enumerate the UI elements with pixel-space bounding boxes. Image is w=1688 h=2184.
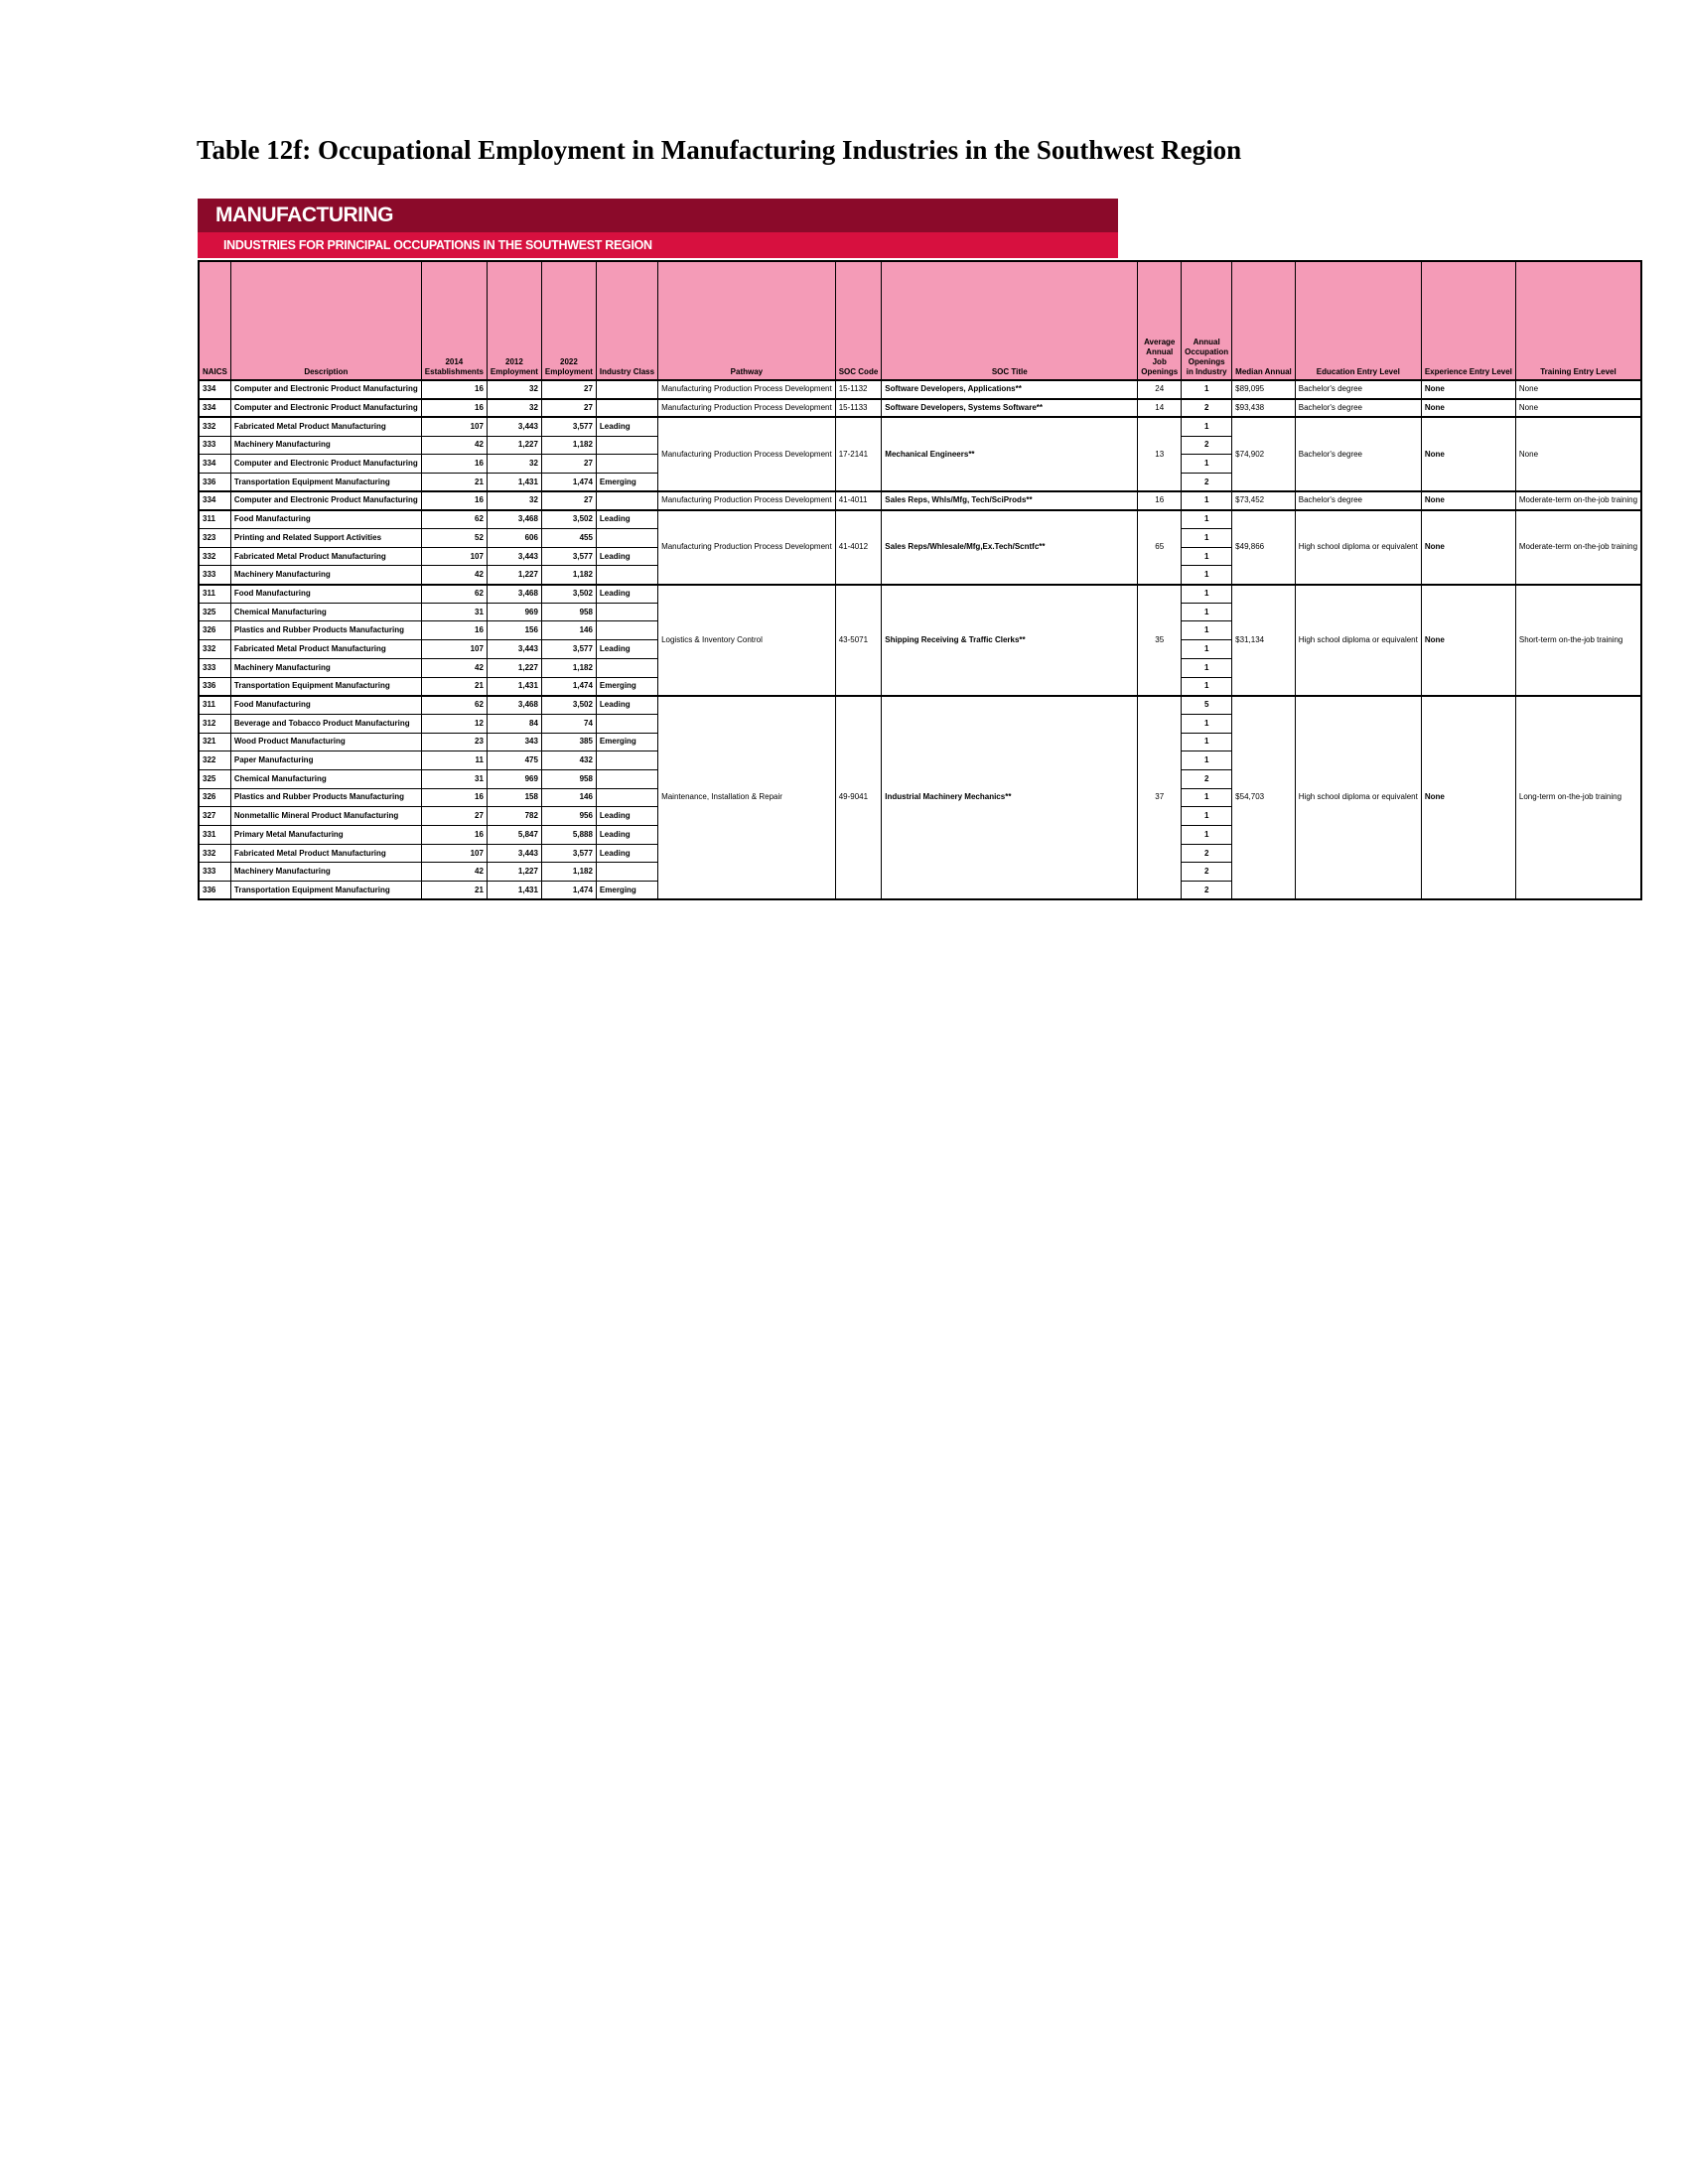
annual-openings-cell: 1	[1182, 566, 1232, 585]
training-cell: Moderate-term on-the-job training	[1515, 510, 1641, 585]
training-cell: Long-term on-the-job training	[1515, 696, 1641, 900]
naics-cell: 334	[199, 380, 230, 399]
employment-2012-cell: 3,443	[487, 417, 541, 436]
soc-code-cell: 15-1132	[835, 380, 882, 399]
description-cell: Machinery Manufacturing	[230, 566, 421, 585]
employment-2022-cell: 385	[541, 733, 596, 751]
industry-class-cell	[596, 769, 657, 788]
employment-2022-cell: 74	[541, 714, 596, 733]
naics-cell: 333	[199, 436, 230, 455]
establishments-cell: 23	[421, 733, 487, 751]
annual-openings-cell: 1	[1182, 714, 1232, 733]
establishments-cell: 107	[421, 547, 487, 566]
employment-2022-cell: 3,502	[541, 696, 596, 715]
col-employment-2012: 2012 Employment	[487, 261, 541, 380]
annual-openings-cell: 1	[1182, 807, 1232, 826]
soc-code-cell: 43-5071	[835, 585, 882, 696]
pathway-cell: Manufacturing Production Process Development	[658, 417, 836, 491]
description-cell: Paper Manufacturing	[230, 751, 421, 770]
description-cell: Machinery Manufacturing	[230, 658, 421, 677]
employment-2022-cell: 956	[541, 807, 596, 826]
industry-class-cell: Leading	[596, 585, 657, 604]
industry-class-cell	[596, 491, 657, 510]
annual-openings-cell: 1	[1182, 621, 1232, 640]
establishments-cell: 12	[421, 714, 487, 733]
experience-cell: None	[1421, 399, 1515, 418]
experience-cell: None	[1421, 510, 1515, 585]
pathway-cell: Logistics & Inventory Control	[658, 585, 836, 696]
annual-openings-cell: 1	[1182, 677, 1232, 696]
naics-cell: 336	[199, 677, 230, 696]
naics-cell: 311	[199, 510, 230, 529]
col-average-openings: Average Annual Job Openings	[1138, 261, 1182, 380]
employment-2022-cell: 27	[541, 399, 596, 418]
col-establishments-2014: 2014 Establishments	[421, 261, 487, 380]
employment-2022-cell: 1,182	[541, 436, 596, 455]
employment-2022-cell: 455	[541, 529, 596, 548]
soc-code-cell: 49-9041	[835, 696, 882, 900]
employment-2012-cell: 32	[487, 455, 541, 474]
average-openings-cell: 16	[1138, 491, 1182, 510]
training-cell: None	[1515, 417, 1641, 491]
soc-title-cell: Sales Reps/Whlesale/Mfg,Ex.Tech/Scntfc**	[882, 510, 1138, 585]
description-cell: Plastics and Rubber Products Manufacturing	[230, 621, 421, 640]
description-cell: Transportation Equipment Manufacturing	[230, 882, 421, 900]
sector-banner: MANUFACTURING	[198, 199, 1118, 232]
naics-cell: 311	[199, 585, 230, 604]
employment-2012-cell: 1,431	[487, 882, 541, 900]
description-cell: Fabricated Metal Product Manufacturing	[230, 547, 421, 566]
employment-2012-cell: 343	[487, 733, 541, 751]
employment-2022-cell: 1,474	[541, 473, 596, 491]
experience-cell: None	[1421, 585, 1515, 696]
naics-cell: 332	[199, 547, 230, 566]
median-annual-cell: $49,866	[1232, 510, 1296, 585]
col-employment-2022: 2022 Employment	[541, 261, 596, 380]
establishments-cell: 16	[421, 380, 487, 399]
employment-2012-cell: 5,847	[487, 826, 541, 845]
employment-2022-cell: 3,502	[541, 510, 596, 529]
annual-openings-cell: 2	[1182, 863, 1232, 882]
col-soc-code: SOC Code	[835, 261, 882, 380]
average-openings-cell: 37	[1138, 696, 1182, 900]
soc-title-cell: Software Developers, Applications**	[882, 380, 1138, 399]
average-openings-cell: 65	[1138, 510, 1182, 585]
employment-2022-cell: 3,577	[541, 547, 596, 566]
col-annual-openings: Annual Occupation Openings in Industry	[1182, 261, 1232, 380]
median-annual-cell: $89,095	[1232, 380, 1296, 399]
education-cell: High school diploma or equivalent	[1295, 510, 1421, 585]
employment-2022-cell: 3,577	[541, 640, 596, 659]
annual-openings-cell: 1	[1182, 510, 1232, 529]
naics-cell: 312	[199, 714, 230, 733]
annual-openings-cell: 1	[1182, 455, 1232, 474]
industry-class-cell: Leading	[596, 807, 657, 826]
col-pathway: Pathway	[658, 261, 836, 380]
description-cell: Computer and Electronic Product Manufacturing	[230, 399, 421, 418]
average-openings-cell: 14	[1138, 399, 1182, 418]
establishments-cell: 21	[421, 882, 487, 900]
industry-class-cell	[596, 751, 657, 770]
employment-2012-cell: 3,443	[487, 844, 541, 863]
employment-2012-cell: 32	[487, 399, 541, 418]
employment-2012-cell: 3,468	[487, 585, 541, 604]
naics-cell: 336	[199, 882, 230, 900]
annual-openings-cell: 2	[1182, 769, 1232, 788]
col-description: Description	[230, 261, 421, 380]
establishments-cell: 52	[421, 529, 487, 548]
soc-code-cell: 41-4011	[835, 491, 882, 510]
experience-cell: None	[1421, 491, 1515, 510]
industry-class-cell: Leading	[596, 417, 657, 436]
naics-cell: 332	[199, 844, 230, 863]
education-cell: Bachelor's degree	[1295, 491, 1421, 510]
industry-class-cell: Leading	[596, 640, 657, 659]
education-cell: Bachelor's degree	[1295, 380, 1421, 399]
median-annual-cell: $93,438	[1232, 399, 1296, 418]
average-openings-cell: 35	[1138, 585, 1182, 696]
employment-2022-cell: 3,502	[541, 585, 596, 604]
establishments-cell: 16	[421, 399, 487, 418]
description-cell: Nonmetallic Mineral Product Manufacturing	[230, 807, 421, 826]
industry-class-cell: Leading	[596, 547, 657, 566]
naics-cell: 336	[199, 473, 230, 491]
establishments-cell: 16	[421, 788, 487, 807]
establishments-cell: 11	[421, 751, 487, 770]
industry-class-cell: Leading	[596, 510, 657, 529]
sector-subbanner: INDUSTRIES FOR PRINCIPAL OCCUPATIONS IN THE SOUTHWEST REGION	[198, 232, 1118, 258]
establishments-cell: 27	[421, 807, 487, 826]
industry-class-cell: Emerging	[596, 473, 657, 491]
training-cell: Moderate-term on-the-job training	[1515, 491, 1641, 510]
description-cell: Transportation Equipment Manufacturing	[230, 473, 421, 491]
soc-code-cell: 17-2141	[835, 417, 882, 491]
industry-class-cell	[596, 603, 657, 621]
occupations-table	[198, 260, 1642, 900]
establishments-cell: 42	[421, 436, 487, 455]
annual-openings-cell: 1	[1182, 380, 1232, 399]
employment-2022-cell: 5,888	[541, 826, 596, 845]
naics-cell: 334	[199, 455, 230, 474]
industry-class-cell: Emerging	[596, 733, 657, 751]
annual-openings-cell: 2	[1182, 436, 1232, 455]
description-cell: Food Manufacturing	[230, 510, 421, 529]
col-training: Training Entry Level	[1515, 261, 1641, 380]
description-cell: Primary Metal Manufacturing	[230, 826, 421, 845]
naics-cell: 325	[199, 603, 230, 621]
soc-title-cell: Mechanical Engineers**	[882, 417, 1138, 491]
annual-openings-cell: 1	[1182, 547, 1232, 566]
employment-2022-cell: 1,182	[541, 863, 596, 882]
establishments-cell: 107	[421, 844, 487, 863]
employment-2012-cell: 1,431	[487, 473, 541, 491]
employment-2012-cell: 3,443	[487, 547, 541, 566]
industry-class-cell	[596, 455, 657, 474]
description-cell: Machinery Manufacturing	[230, 863, 421, 882]
establishments-cell: 16	[421, 455, 487, 474]
annual-openings-cell: 2	[1182, 473, 1232, 491]
annual-openings-cell: 1	[1182, 585, 1232, 604]
employment-2022-cell: 27	[541, 455, 596, 474]
education-cell: Bachelor's degree	[1295, 399, 1421, 418]
industry-class-cell	[596, 399, 657, 418]
annual-openings-cell: 1	[1182, 733, 1232, 751]
industry-class-cell: Emerging	[596, 882, 657, 900]
employment-2012-cell: 158	[487, 788, 541, 807]
col-median-annual: Median Annual	[1232, 261, 1296, 380]
col-experience: Experience Entry Level	[1421, 261, 1515, 380]
naics-cell: 325	[199, 769, 230, 788]
table-row	[199, 399, 1641, 418]
establishments-cell: 21	[421, 473, 487, 491]
table-row	[199, 510, 1641, 529]
establishments-cell: 62	[421, 510, 487, 529]
establishments-cell: 16	[421, 621, 487, 640]
naics-cell: 334	[199, 399, 230, 418]
industry-class-cell	[596, 436, 657, 455]
employment-2022-cell: 1,182	[541, 566, 596, 585]
industry-class-cell	[596, 529, 657, 548]
experience-cell: None	[1421, 696, 1515, 900]
education-cell: High school diploma or equivalent	[1295, 696, 1421, 900]
naics-cell: 326	[199, 621, 230, 640]
employment-2012-cell: 3,468	[487, 696, 541, 715]
establishments-cell: 62	[421, 585, 487, 604]
annual-openings-cell: 1	[1182, 640, 1232, 659]
col-industry-class: Industry Class	[596, 261, 657, 380]
soc-title-cell: Sales Reps, Whls/Mfg, Tech/SciProds**	[882, 491, 1138, 510]
employment-2022-cell: 1,182	[541, 658, 596, 677]
employment-2022-cell: 3,577	[541, 417, 596, 436]
header-row	[199, 261, 1641, 380]
employment-2022-cell: 146	[541, 621, 596, 640]
industry-class-cell	[596, 788, 657, 807]
employment-2012-cell: 156	[487, 621, 541, 640]
employment-2022-cell: 958	[541, 769, 596, 788]
annual-openings-cell: 1	[1182, 826, 1232, 845]
naics-cell: 327	[199, 807, 230, 826]
naics-cell: 326	[199, 788, 230, 807]
naics-cell: 333	[199, 566, 230, 585]
employment-2012-cell: 84	[487, 714, 541, 733]
description-cell: Wood Product Manufacturing	[230, 733, 421, 751]
annual-openings-cell: 1	[1182, 491, 1232, 510]
employment-2012-cell: 782	[487, 807, 541, 826]
employment-2012-cell: 969	[487, 603, 541, 621]
description-cell: Machinery Manufacturing	[230, 436, 421, 455]
employment-2012-cell: 1,227	[487, 436, 541, 455]
naics-cell: 311	[199, 696, 230, 715]
description-cell: Plastics and Rubber Products Manufacturing	[230, 788, 421, 807]
industry-class-cell	[596, 714, 657, 733]
annual-openings-cell: 2	[1182, 882, 1232, 900]
description-cell: Food Manufacturing	[230, 585, 421, 604]
description-cell: Fabricated Metal Product Manufacturing	[230, 640, 421, 659]
page-title: Table 12f: Occupational Employment in Manufacturing Industries in the Southwest Region	[197, 135, 1242, 165]
training-cell: None	[1515, 380, 1641, 399]
median-annual-cell: $31,134	[1232, 585, 1296, 696]
description-cell: Computer and Electronic Product Manufacturing	[230, 380, 421, 399]
establishments-cell: 42	[421, 658, 487, 677]
establishments-cell: 16	[421, 491, 487, 510]
training-cell: None	[1515, 399, 1641, 418]
naics-cell: 331	[199, 826, 230, 845]
establishments-cell: 16	[421, 826, 487, 845]
industry-class-cell: Emerging	[596, 677, 657, 696]
table-row	[199, 696, 1641, 715]
median-annual-cell: $74,902	[1232, 417, 1296, 491]
table-body	[199, 380, 1641, 899]
soc-code-cell: 15-1133	[835, 399, 882, 418]
industry-class-cell	[596, 621, 657, 640]
annual-openings-cell: 5	[1182, 696, 1232, 715]
pathway-cell: Maintenance, Installation & Repair	[658, 696, 836, 900]
median-annual-cell: $54,703	[1232, 696, 1296, 900]
col-soc-title: SOC Title	[882, 261, 1138, 380]
industry-class-cell	[596, 658, 657, 677]
experience-cell: None	[1421, 417, 1515, 491]
naics-cell: 333	[199, 863, 230, 882]
employment-2012-cell: 475	[487, 751, 541, 770]
establishments-cell: 107	[421, 417, 487, 436]
employment-2012-cell: 606	[487, 529, 541, 548]
description-cell: Computer and Electronic Product Manufacturing	[230, 491, 421, 510]
employment-2022-cell: 27	[541, 491, 596, 510]
education-cell: High school diploma or equivalent	[1295, 585, 1421, 696]
employment-2012-cell: 1,227	[487, 658, 541, 677]
employment-2012-cell: 969	[487, 769, 541, 788]
establishments-cell: 107	[421, 640, 487, 659]
naics-cell: 334	[199, 491, 230, 510]
col-education: Education Entry Level	[1295, 261, 1421, 380]
soc-title-cell: Software Developers, Systems Software**	[882, 399, 1138, 418]
average-openings-cell: 13	[1138, 417, 1182, 491]
annual-openings-cell: 1	[1182, 603, 1232, 621]
education-cell: Bachelor's degree	[1295, 417, 1421, 491]
annual-openings-cell: 2	[1182, 844, 1232, 863]
naics-cell: 332	[199, 640, 230, 659]
employment-2012-cell: 1,431	[487, 677, 541, 696]
table-row	[199, 380, 1641, 399]
average-openings-cell: 24	[1138, 380, 1182, 399]
employment-2022-cell: 146	[541, 788, 596, 807]
annual-openings-cell: 1	[1182, 658, 1232, 677]
industry-class-cell	[596, 380, 657, 399]
naics-cell: 332	[199, 417, 230, 436]
industry-class-cell: Leading	[596, 844, 657, 863]
employment-2012-cell: 1,227	[487, 566, 541, 585]
industry-class-cell	[596, 566, 657, 585]
soc-code-cell: 41-4012	[835, 510, 882, 585]
industry-class-cell	[596, 863, 657, 882]
pathway-cell: Manufacturing Production Process Development	[658, 380, 836, 399]
median-annual-cell: $73,452	[1232, 491, 1296, 510]
employment-2022-cell: 27	[541, 380, 596, 399]
establishments-cell: 31	[421, 769, 487, 788]
experience-cell: None	[1421, 380, 1515, 399]
description-cell: Beverage and Tobacco Product Manufacturing	[230, 714, 421, 733]
training-cell: Short-term on-the-job training	[1515, 585, 1641, 696]
description-cell: Fabricated Metal Product Manufacturing	[230, 417, 421, 436]
description-cell: Chemical Manufacturing	[230, 603, 421, 621]
annual-openings-cell: 1	[1182, 751, 1232, 770]
employment-2012-cell: 1,227	[487, 863, 541, 882]
soc-title-cell: Industrial Machinery Mechanics**	[882, 696, 1138, 900]
establishments-cell: 21	[421, 677, 487, 696]
naics-cell: 323	[199, 529, 230, 548]
employment-2022-cell: 1,474	[541, 882, 596, 900]
employment-2012-cell: 32	[487, 491, 541, 510]
establishments-cell: 42	[421, 566, 487, 585]
employment-2012-cell: 3,468	[487, 510, 541, 529]
description-cell: Transportation Equipment Manufacturing	[230, 677, 421, 696]
pathway-cell: Manufacturing Production Process Development	[658, 399, 836, 418]
naics-cell: 322	[199, 751, 230, 770]
industry-class-cell: Leading	[596, 826, 657, 845]
establishments-cell: 62	[421, 696, 487, 715]
description-cell: Chemical Manufacturing	[230, 769, 421, 788]
description-cell: Printing and Related Support Activities	[230, 529, 421, 548]
naics-cell: 333	[199, 658, 230, 677]
employment-2012-cell: 3,443	[487, 640, 541, 659]
employment-2022-cell: 432	[541, 751, 596, 770]
table-row	[199, 585, 1641, 604]
soc-title-cell: Shipping Receiving & Traffic Clerks**	[882, 585, 1138, 696]
annual-openings-cell: 2	[1182, 399, 1232, 418]
employment-2022-cell: 1,474	[541, 677, 596, 696]
employment-2022-cell: 958	[541, 603, 596, 621]
naics-cell: 321	[199, 733, 230, 751]
description-cell: Computer and Electronic Product Manufacturing	[230, 455, 421, 474]
pathway-cell: Manufacturing Production Process Development	[658, 510, 836, 585]
description-cell: Food Manufacturing	[230, 696, 421, 715]
annual-openings-cell: 1	[1182, 529, 1232, 548]
industry-class-cell: Leading	[596, 696, 657, 715]
table-row	[199, 417, 1641, 436]
col-naics: NAICS	[199, 261, 230, 380]
establishments-cell: 31	[421, 603, 487, 621]
establishments-cell: 42	[421, 863, 487, 882]
annual-openings-cell: 1	[1182, 417, 1232, 436]
employment-2012-cell: 32	[487, 380, 541, 399]
annual-openings-cell: 1	[1182, 788, 1232, 807]
table-row	[199, 491, 1641, 510]
description-cell: Fabricated Metal Product Manufacturing	[230, 844, 421, 863]
pathway-cell: Manufacturing Production Process Development	[658, 491, 836, 510]
employment-2022-cell: 3,577	[541, 844, 596, 863]
